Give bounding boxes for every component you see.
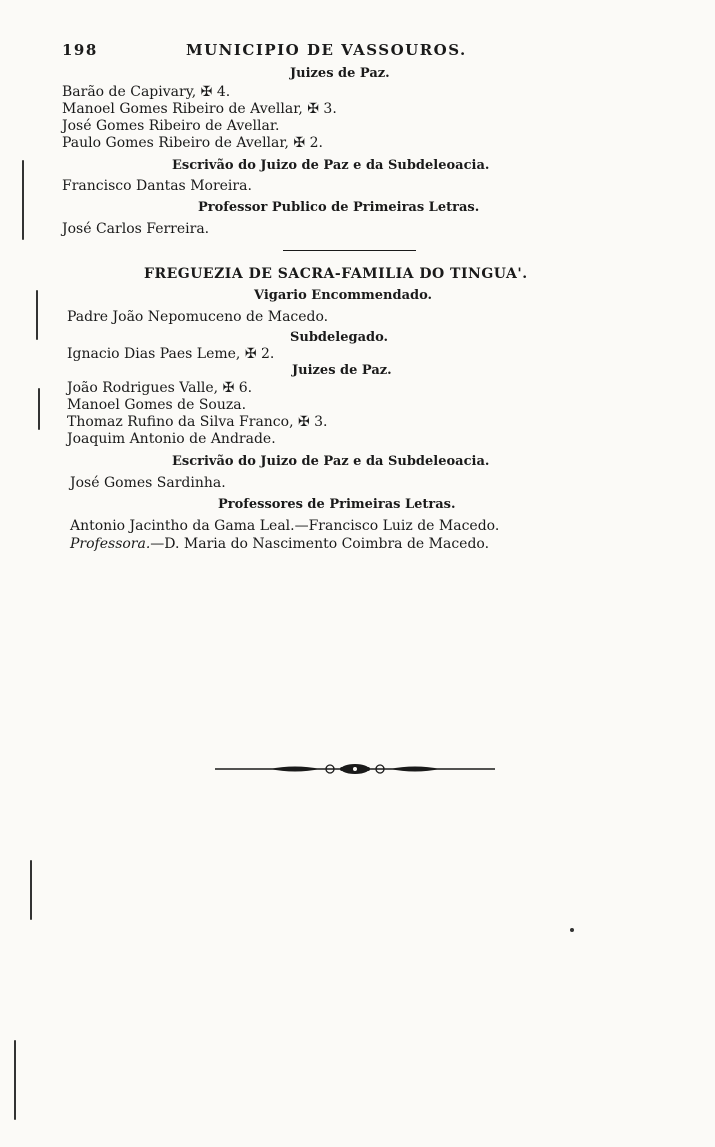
heading-professor: Professor Publico de Primeiras Letras. [198, 200, 480, 215]
heading-juizes-de-paz: Juizes de Paz. [292, 363, 392, 378]
entry-juiz: José Gomes Ribeiro de Avellar. [62, 118, 280, 134]
entry-professores: Antonio Jacintho da Gama Leal.—Francisco Luiz de Macedo. [70, 518, 500, 534]
section-title: FREGUEZIA DE SACRA-FAMILIA DO TINGUA'. [144, 266, 528, 282]
heading-escrivao: Escrivão do Juizo de Paz e da Subdeleoacia. [172, 158, 490, 173]
ink-speck [570, 928, 574, 932]
scan-artifact [36, 290, 38, 340]
entry-juiz: João Rodrigues Valle, ✠ 6. [67, 380, 253, 396]
heading-vigario: Vigario Encommendado. [254, 288, 433, 303]
entry-vigario: Padre João Nepomuceno de Macedo. [67, 309, 329, 325]
scan-artifact [38, 388, 40, 430]
heading-juizes-de-paz: Juizes de Paz. [290, 66, 390, 81]
entry-escrivao: Francisco Dantas Moreira. [62, 178, 252, 194]
entry-juiz: Manoel Gomes Ribeiro de Avellar, ✠ 3. [62, 101, 337, 117]
heading-subdelegado: Subdelegado. [290, 330, 389, 345]
section-divider [283, 250, 416, 251]
professora-label: Professora. [70, 536, 151, 552]
scan-artifact [14, 1040, 16, 1120]
scan-artifact [30, 860, 32, 920]
entry-juiz: Thomaz Rufino da Silva Franco, ✠ 3. [67, 414, 328, 430]
scan-artifact [22, 160, 24, 240]
ornament-divider [215, 762, 495, 776]
entry-professora [70, 536, 489, 552]
entry-professor: José Carlos Ferreira. [62, 221, 210, 237]
heading-escrivao: Escrivão do Juizo de Paz e da Subdeleoacia. [172, 454, 490, 469]
entry-escrivao: José Gomes Sardinha. [70, 475, 226, 491]
page-title: MUNICIPIO DE VASSOUROS. [186, 41, 467, 59]
entry-juiz: Paulo Gomes Ribeiro de Avellar, ✠ 2. [62, 135, 323, 151]
heading-professores: Professores de Primeiras Letras. [218, 497, 456, 512]
entry-juiz: Joaquim Antonio de Andrade. [67, 431, 276, 447]
entry-juiz: Manoel Gomes de Souza. [67, 397, 247, 413]
entry-subdelegado: Ignacio Dias Paes Leme, ✠ 2. [67, 346, 275, 362]
page-number: 198 [62, 41, 98, 59]
entry-juiz: Barão de Capivary, ✠ 4. [62, 84, 231, 100]
professora-name: —D. Maria do Nascimento Coimbra de Macedo. [150, 536, 490, 552]
